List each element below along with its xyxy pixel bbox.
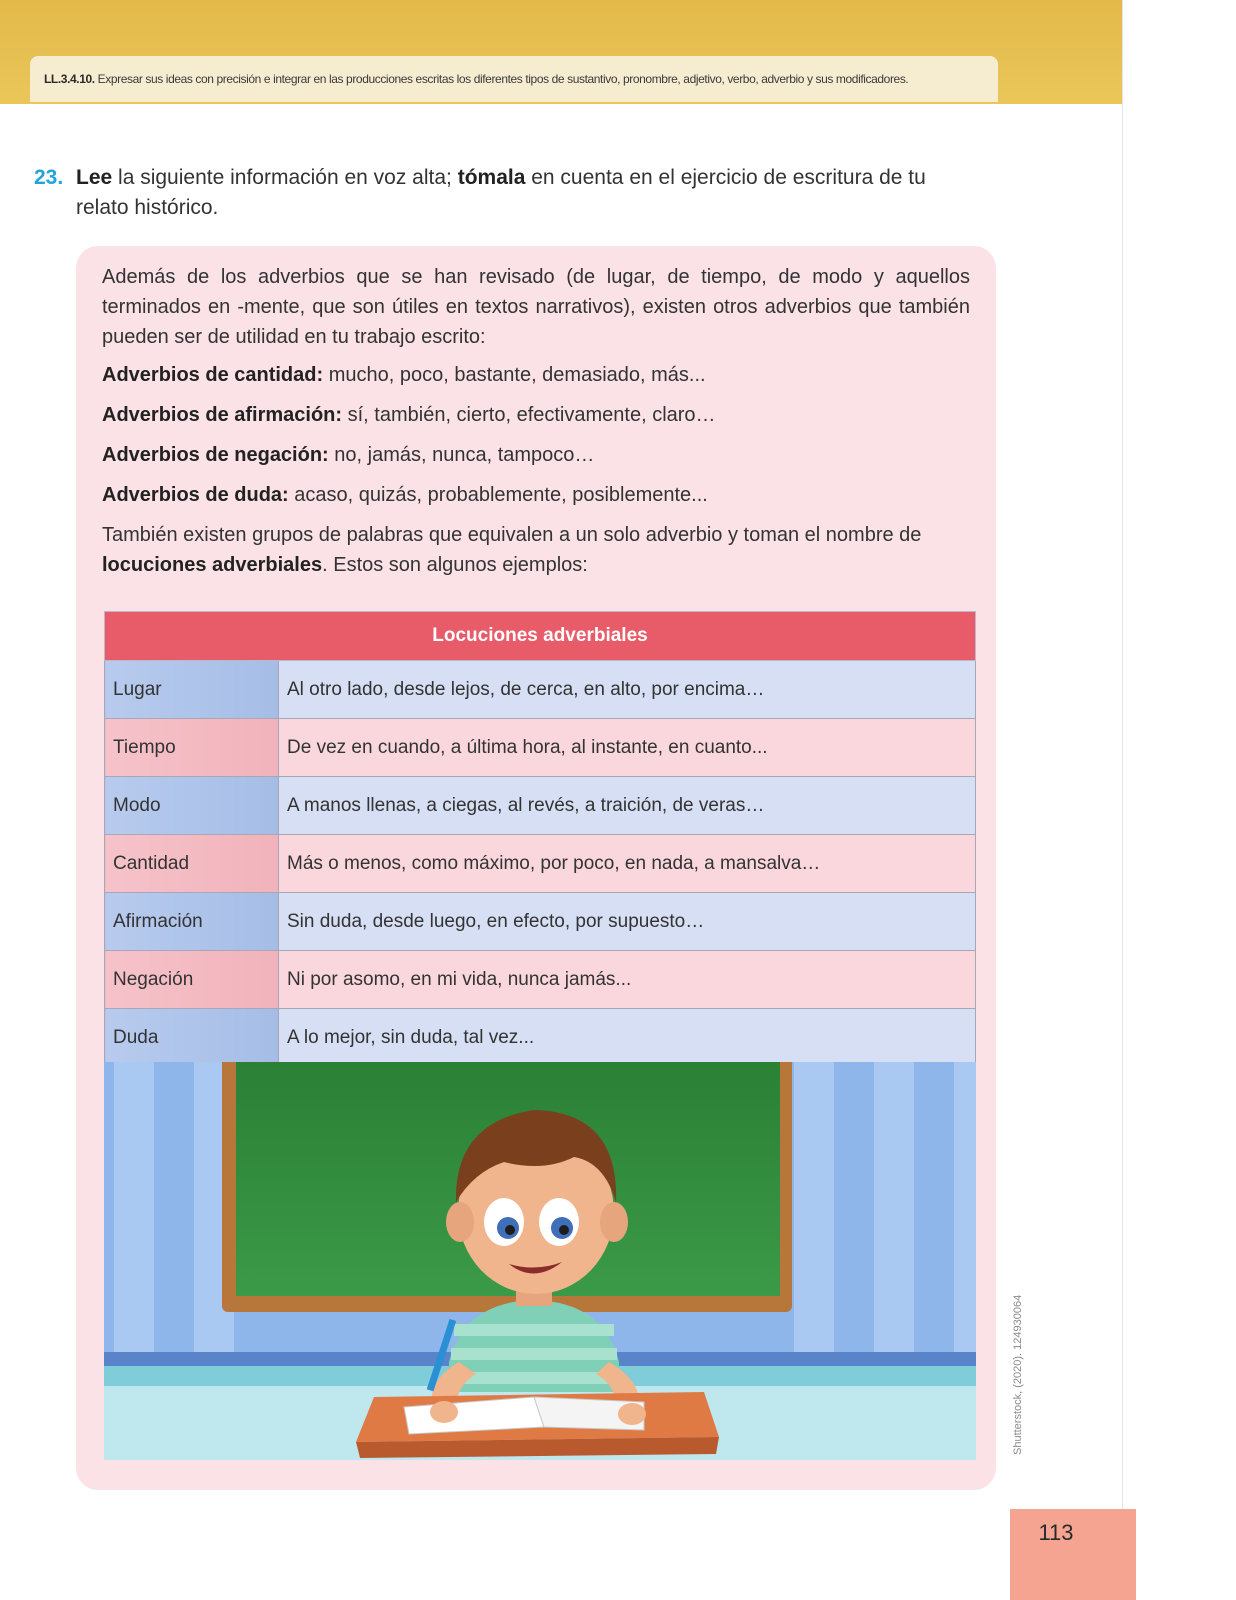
row-examples: A lo mejor, sin duda, tal vez...: [279, 1009, 976, 1067]
locuciones-paragraph: También existen grupos de palabras que equivalen a un solo adverbio y toman el nombre de locuciones adverbiales. Estos son algunos ejemplos:: [102, 524, 922, 576]
row-category: Cantidad: [105, 835, 279, 893]
table-row: [105, 661, 976, 719]
table-row: [105, 719, 976, 777]
table-row: [105, 951, 976, 1009]
image-credit: Shutterstock, (2020). 124930064: [1012, 1294, 1024, 1455]
curriculum-standard: [44, 72, 1004, 86]
row-examples: Sin duda, desde luego, en efecto, por supuesto…: [279, 893, 976, 951]
table-title: Locuciones adverbiales: [105, 612, 976, 661]
question-instruction: Lee la siguiente información en voz alta; tómala en cuenta en el ejercicio de escritura de tu relato histórico.: [76, 166, 926, 219]
table-row: [105, 893, 976, 951]
adverb-type-cantidad: Adverbios de cantidad: mucho, poco, bastante, demasiado, más...: [102, 364, 706, 386]
row-examples: Ni por asomo, en mi vida, nunca jamás...: [279, 951, 976, 1009]
table-row: [105, 1009, 976, 1067]
locuciones-table: [104, 611, 976, 1067]
page-margin: [1122, 0, 1236, 1600]
row-category: Negación: [105, 951, 279, 1009]
question-number: 23.: [34, 166, 64, 189]
adverb-type-negacion: Adverbios de negación: no, jamás, nunca, tampoco…: [102, 444, 595, 466]
row-examples: A manos llenas, a ciegas, al revés, a traición, de veras…: [279, 777, 976, 835]
row-examples: Más o menos, como máximo, por poco, en nada, a mansalva…: [279, 835, 976, 893]
table-row: [105, 835, 976, 893]
row-category: Modo: [105, 777, 279, 835]
standard-code: LL.3.4.10.: [44, 72, 95, 86]
adverb-type-duda: Adverbios de duda: acaso, quizás, probablemente, posiblemente...: [102, 484, 708, 506]
page-number: 113: [1038, 1520, 1074, 1545]
row-category: Duda: [105, 1009, 279, 1067]
table-row: [105, 777, 976, 835]
row-category: Afirmación: [105, 893, 279, 951]
classroom-illustration: [104, 1062, 976, 1460]
adverb-type-afirmacion: Adverbios de afirmación: sí, también, cierto, efectivamente, claro…: [102, 404, 716, 426]
standard-text: Expresar sus ideas con precisión e integrar en las producciones escritas los diferentes tipos de sustantivo, pronombre, adjetivo, verbo, adverbio y sus modificadores.: [97, 72, 909, 86]
intro-paragraph: Además de los adverbios que se han revisado (de lugar, de tiempo, de modo y aquellos terminados en -mente, que son útiles en textos narrativos), existen otros adverbios que también pueden ser de utilidad en tu trabajo escrito:: [102, 266, 970, 348]
row-category: Tiempo: [105, 719, 279, 777]
row-category: Lugar: [105, 661, 279, 719]
row-examples: Al otro lado, desde lejos, de cerca, en alto, por encima…: [279, 661, 976, 719]
row-examples: De vez en cuando, a última hora, al instante, en cuanto...: [279, 719, 976, 777]
